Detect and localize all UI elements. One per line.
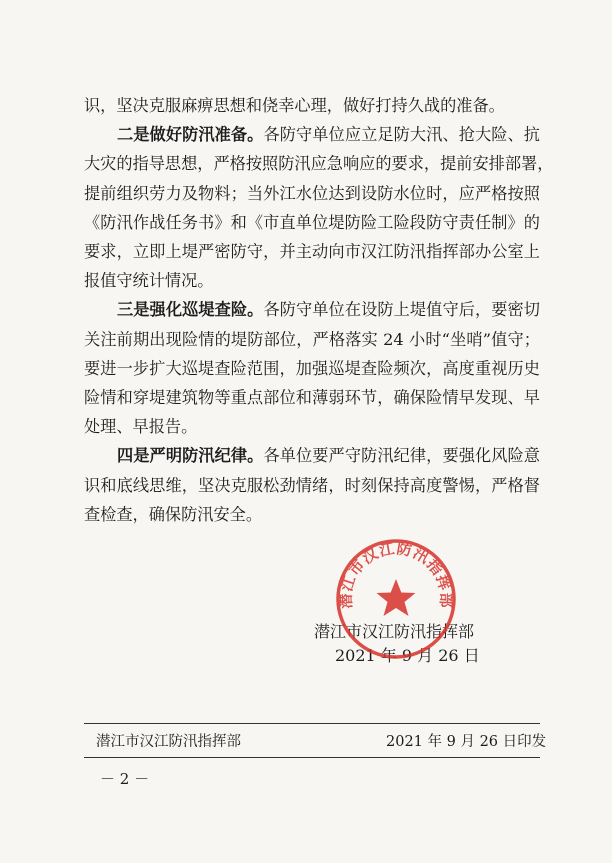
body-line	[84, 330, 540, 350]
seal-star-icon	[377, 579, 416, 616]
body-line	[84, 242, 540, 262]
body-text: 处理、早报告。	[84, 417, 198, 437]
footer-issuer: 潜江市汉江防汛指挥部	[96, 734, 241, 750]
body-line	[84, 96, 540, 116]
body-line	[84, 417, 540, 437]
body-text: 识和底线思维，坚决克服松劲情绪，时刻保持高度警惕，严格督	[84, 475, 540, 495]
body-text: 大灾的指导思想，严格按照防汛应急响应的要求，提前安排部署，	[84, 154, 554, 174]
seal-text: 潜江市汉江防汛指挥部	[336, 539, 456, 610]
signature-date: 2021 年 9 月 26 日	[335, 646, 480, 665]
signature-org: 潜江市汉江防汛指挥部	[314, 622, 475, 641]
body-text: 各防守单位在设防上堤值守后，要密切	[263, 300, 540, 320]
section-heading: 二是做好防汛准备。	[117, 125, 264, 145]
body-text: 险情和穿堤建筑物等重点部位和薄弱环节，确保险情早发现、早	[84, 388, 540, 407]
body-text: 报值守统计情况。	[84, 271, 214, 291]
footer-print-date: 2021 年 9 月 26 日印发	[386, 734, 547, 750]
page-number: － 2 －	[100, 770, 150, 788]
body-line	[84, 184, 540, 204]
footer-top-rule	[84, 723, 540, 724]
body-text: 各单位要严守防汛纪律，要强化风险意	[263, 446, 540, 466]
body-text: 要进一步扩大巡堤查险范围，加强巡堤查险频次，高度重视历史	[84, 358, 540, 378]
body-line	[84, 476, 540, 496]
body-text: 要求，立即上堤严密防守，并主动向市汉江防汛指挥部办公室上	[84, 242, 540, 261]
body-line	[84, 388, 540, 408]
body-line	[84, 271, 540, 291]
body-text: 识，坚决克服麻痹思想和侥幸心理，做好打持久战的准备。	[84, 96, 505, 115]
section-heading: 四是严明防汛纪律。	[117, 446, 264, 466]
body-line	[117, 125, 540, 145]
body-text: 提前组织劳力及物料；当外江水位达到设防水位时，应严格按照	[84, 183, 540, 203]
body-text: 各防守单位应立足防大汛、抢大险、抗	[263, 125, 540, 145]
body-text: 《防汛作战任务书》和《市直单位堤防险工险段防守责任制》的	[84, 212, 540, 232]
footer-bottom-rule	[84, 757, 540, 758]
body-line	[84, 213, 540, 233]
body-line	[117, 300, 540, 320]
body-text: 查检查，确保防汛安全。	[84, 504, 263, 524]
body-line	[117, 446, 540, 466]
body-line	[84, 154, 554, 174]
section-heading: 三是强化巡堤查险。	[117, 300, 264, 320]
body-line	[84, 505, 540, 525]
body-text: 关注前期出现险情的堤防部位，严格落实 24 小时“坐哨”值守；	[84, 329, 540, 349]
body-line	[84, 359, 540, 379]
official-seal	[334, 537, 458, 661]
